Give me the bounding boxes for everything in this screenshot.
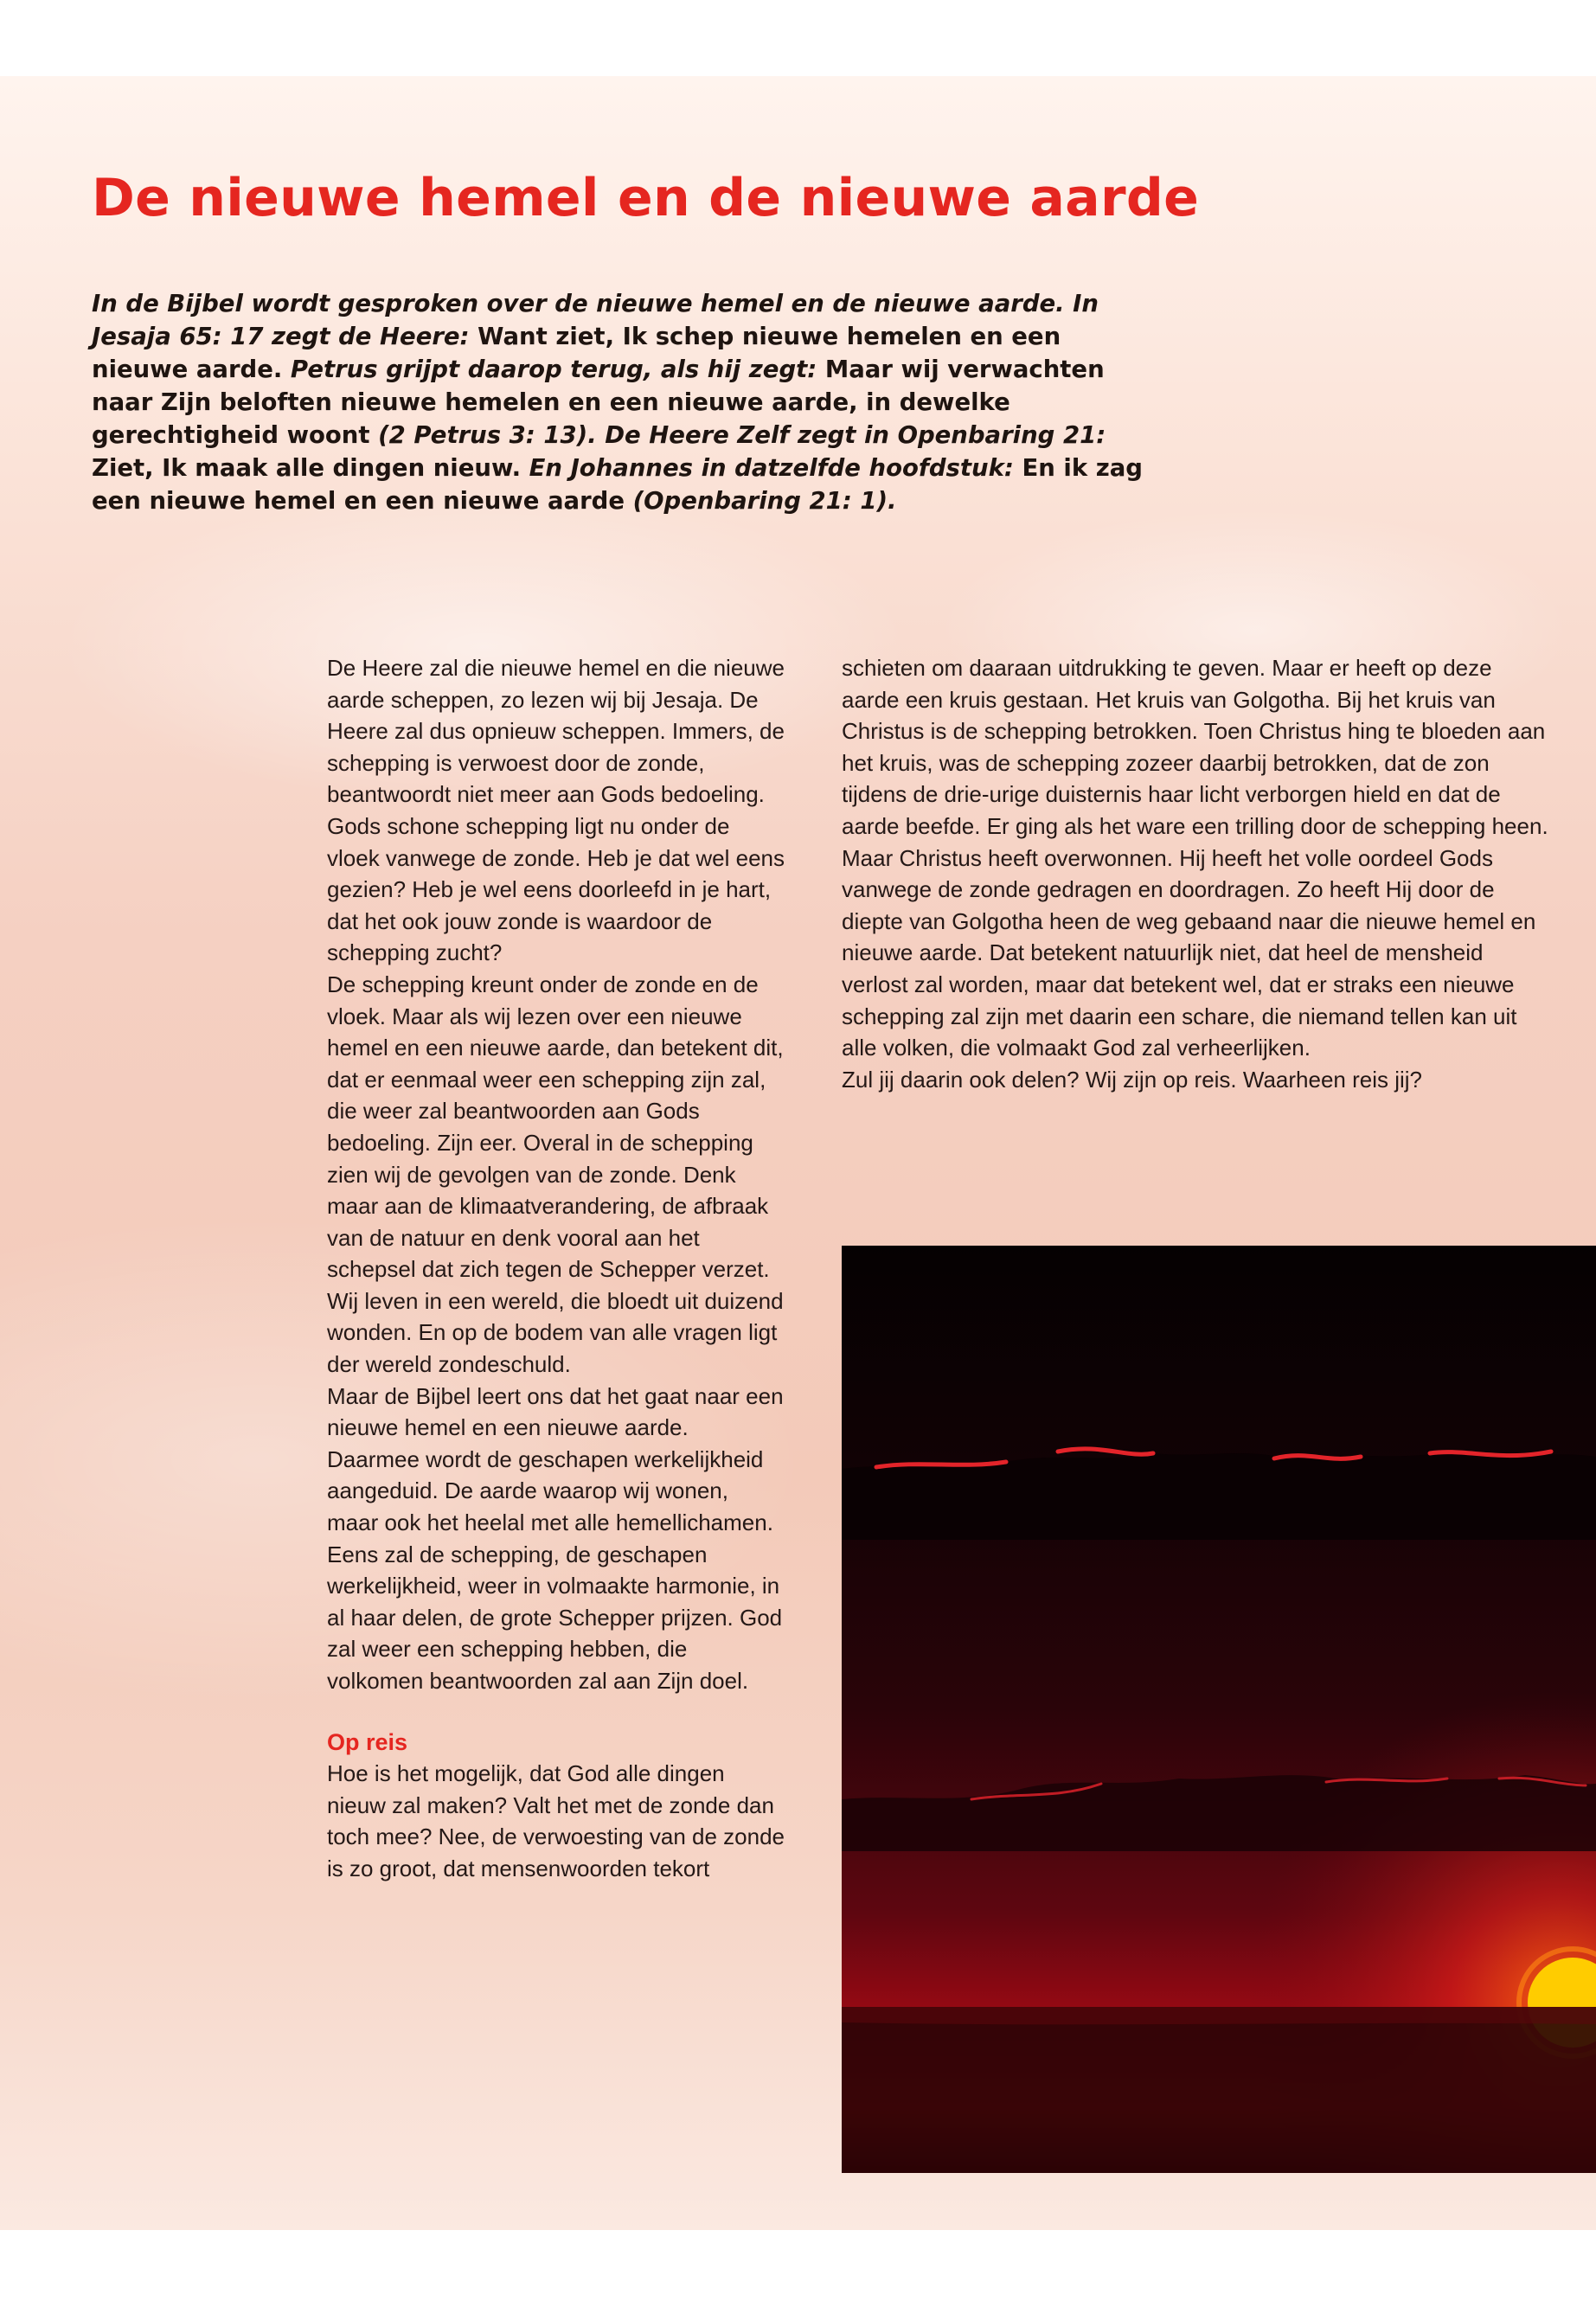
left-paragraph-3: Maar de Bijbel leert ons dat het gaat naar een nieuwe hemel en een nieuwe aarde. Daarmee wordt de geschapen werkelijkheid aangeduid. De aarde waarop wij wonen, maar ook het heelal met alle hemellichamen. Eens zal de schepping, de geschapen werkelijkheid, weer in volmaakte harmonie, in al haar delen, de grote Schepper prijzen. God zal weer een schepping hebben, die volkomen beantwoorden zal aan Zijn doel.	[327, 1382, 784, 1694]
intro-paragraph	[92, 287, 1164, 517]
left-paragraph-2: De schepping kreunt onder de zonde en de vloek. Maar als wij lezen over een nieuwe hemel en een nieuwe aarde, dan betekent dit, dat er eenmaal weer een schepping zijn zal, die weer zal beantwoorden aan Gods bedoeling. Zijn eer. Overal in de schepping zien wij de gevolgen van de zonde. Denk maar aan de klimaatverandering, de afbraak van de natuur en denk vooral aan het schepsel dat zich tegen de Schepper verzet. Wij leven in een wereld, die bloedt uit duizend wonden. En op de bodem van alle vragen ligt der wereld zondeschuld.	[327, 971, 784, 1378]
right-paragraph-1: schieten om daaraan uitdrukking te geven. Maar er heeft op deze aarde een kruis gestaan. Het kruis van Golgotha. Bij het kruis van Christus is de schepping betrokken. Toen Christus hing te bloeden aan het kruis, was de schepping zozeer daarbij betrokken, dat de zon tijdens de drie-urige duisternis haar licht verborgen hield en dat de aarde beefde. Er ging als het ware een trilling door de schepping heen.	[842, 655, 1548, 839]
left-paragraph-1: De Heere zal die nieuwe hemel en die nieuwe aarde scheppen, zo lezen wij bij Jesaja. De Heere zal dus opnieuw scheppen. Immers, de schepping is verwoest door de zonde, beantwoordt niet meer aan Gods bedoeling. Gods schone schepping ligt nu onder de vloek vanwege de zonde. Heb je dat wel eens gezien? Heb je wel eens doorleefd in je hart, dat het ook jouw zonde is waardoor de schepping zucht?	[327, 655, 785, 966]
subheading-op-reis: Op reis	[327, 1728, 408, 1755]
intro-sentence-4: En Johannes in datzelfde hoofdstuk:	[529, 454, 1014, 482]
intro-quote-2: Maar wij verwachten naar Zijn beloften nieuwe hemelen en een nieuwe aarde, in dewelke gerechtigheid woont	[92, 356, 1105, 449]
intro-quote-1: Want ziet, Ik schep nieuwe hemelen en een nieuwe aarde.	[92, 323, 1061, 383]
page-title: De nieuwe hemel en de nieuwe aarde	[92, 168, 1200, 228]
sunset-photo	[842, 1246, 1596, 2173]
right-paragraph-2: Maar Christus heeft overwonnen. Hij heeft het volle oordeel Gods vanwege de zonde gedragen en doordragen. Zo heeft Hij door de diepte van Golgotha heen de weg gebaand naar die nieuwe hemel en nieuwe aarde. Dat betekent natuurlijk niet, dat heel de mensheid verlost zal worden, maar dat betekent wel, dat er straks een nieuwe schepping zal zijn met daarin een schare, die niemand tellen kan uit alle volken, die volmaakt God zal verheerlijken.	[842, 844, 1536, 1061]
intro-quote-3: Ziet, Ik maak alle dingen nieuw.	[92, 454, 522, 482]
sunset-illustration	[842, 1246, 1596, 2173]
right-column	[842, 652, 1551, 1095]
right-paragraph-3: Zul jij daarin ook delen? Wij zijn op reis. Waarheen reis jij?	[842, 1066, 1422, 1093]
intro-sentence-2: Petrus grijpt daarop terug, als hij zegt:	[290, 356, 817, 383]
intro-sentence-3: (2 Petrus 3: 13). De Heere Zelf zegt in Openbaring 21:	[378, 421, 1106, 449]
intro-sentence-1: In de Bijbel wordt gesproken over de nieuwe hemel en de nieuwe aarde. In Jesaja 65: 17 zegt de Heere:	[92, 290, 1099, 350]
left-column	[327, 652, 785, 1885]
intro-sentence-5: (Openbaring 21: 1).	[632, 487, 897, 515]
intro-quote-4: En ik zag een nieuwe hemel en een nieuwe aarde	[92, 454, 1143, 515]
left-paragraph-4: Hoe is het mogelijk, dat God alle dingen nieuw zal maken? Valt het met de zonde dan toch mee? Nee, de verwoesting van de zonde is zo groot, dat mensenwoorden tekort	[327, 1760, 785, 1881]
magazine-page	[0, 76, 1596, 2230]
